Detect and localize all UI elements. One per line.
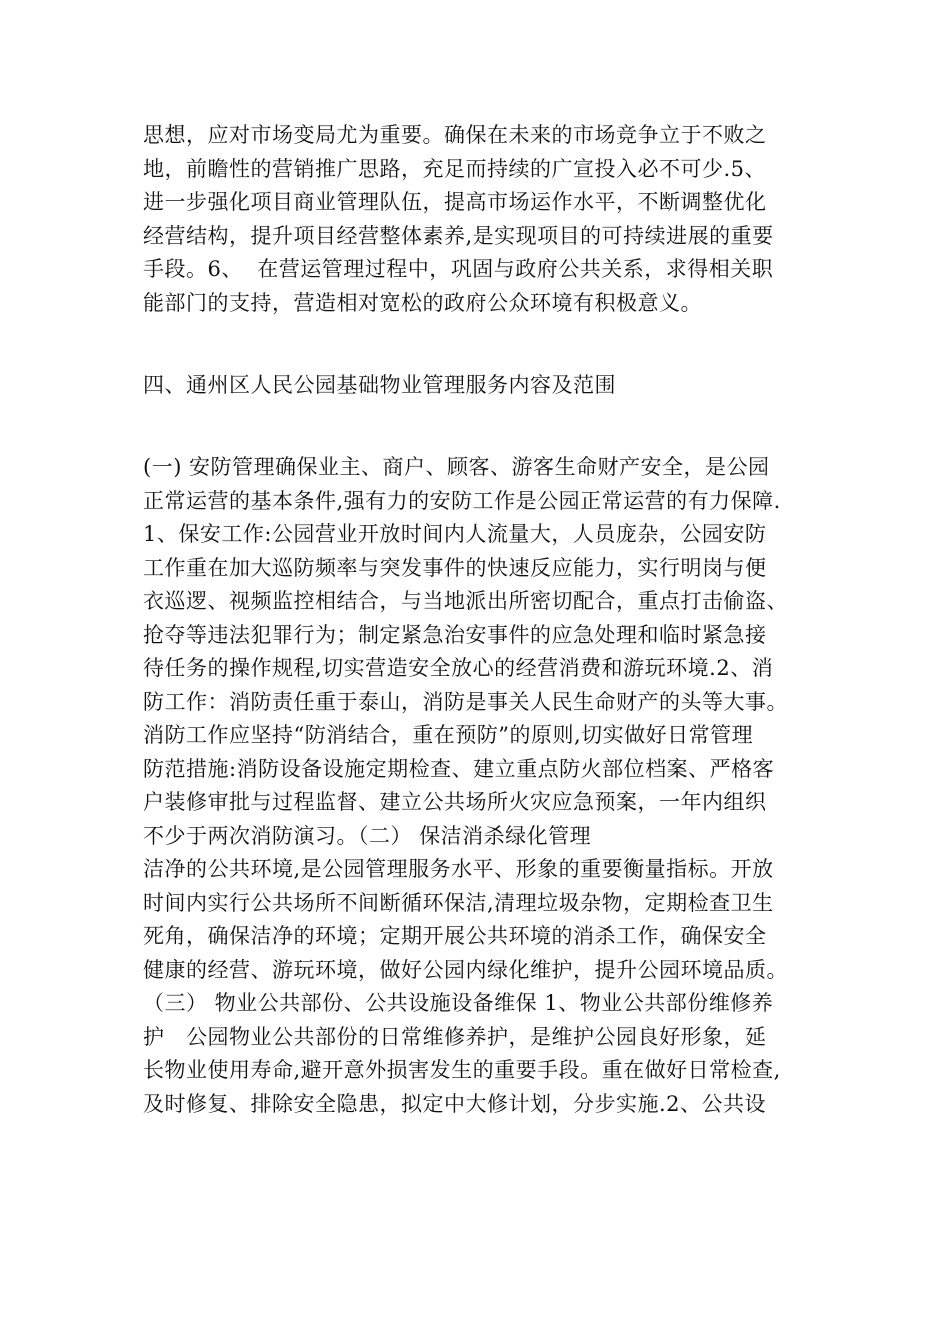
text-line: 及时修复、排除安全隐患，拟定中大修计划，分步实施.2、公共设: [143, 1092, 767, 1116]
section-heading: 四、通州区人民公园基础物业管理服务内容及范围: [143, 373, 616, 397]
text-line: 长物业使用寿命,避开意外损害发生的重要手段。重在做好日常检查,: [143, 1058, 781, 1082]
text-line: 健康的经营、游玩环境，做好公园内绿化维护，提升公园环境品质。: [143, 958, 788, 982]
text-line: 1、保安工作:公园营业开放时间内人流量大，人员庞杂，公园安防: [143, 522, 767, 546]
text-line: 进一步强化项目商业管理队伍，提高市场运作水平，不断调整优化: [143, 190, 767, 214]
text-line: 能部门的支持，营造相对宽松的政府公众环境有积极意义。: [143, 291, 702, 315]
text-line: 死角，确保洁净的环境；定期开展公共环境的消杀工作，确保安全: [143, 924, 767, 948]
text-line: 消防工作应坚持“防消结合，重在预防”的原则,切实做好日常管理: [143, 723, 754, 747]
text-line: 时间内实行公共场所不间断循环保洁,清理垃圾杂物，定期检查卫生: [143, 891, 774, 915]
text-line: 手段。6、 在营运管理过程中，巩固与政府公共关系，求得相关职: [143, 257, 774, 281]
text-line: 工作重在加大巡防频率与突发事件的快速反应能力，实行明岗与便: [143, 556, 767, 580]
text-line: 抢夺等违法犯罪行为；制定紧急治安事件的应急处理和临时紧急接: [143, 623, 767, 647]
text-line: (一) 安防管理确保业主、商户、顾客、游客生命财产安全，是公园: [143, 455, 770, 479]
text-line: 洁净的公共环境,是公园管理服务水平、形象的重要衡量指标。开放: [143, 857, 774, 881]
text-line: 不少于两次消防演习。（二） 保洁消杀绿化管理: [143, 824, 592, 848]
text-line: 经营结构，提升项目经营整体素养,是实现项目的可持续进展的重要: [143, 224, 774, 248]
text-line: 衣巡逻、视频监控相结合，与当地派出所密切配合，重点打击偷盗、: [143, 589, 788, 613]
text-line: 防工作：消防责任重于泰山，消防是事关人民生命财产的头等大事。: [143, 690, 788, 714]
text-line: 护 公园物业公共部份的日常维修养护，是维护公园良好形象，延: [143, 1025, 767, 1049]
text-line: 待任务的操作规程,切实营造安全放心的经营消费和游玩环境.2、消: [143, 656, 774, 680]
text-line: 思想，应对市场变局尤为重要。确保在未来的市场竞争立于不败之: [143, 123, 767, 147]
text-line: （三） 物业公共部份、公共设施设备维保 1、物业公共部份维修养: [143, 991, 774, 1015]
text-line: 防范措施:消防设备设施定期检查、建立重点防火部位档案、严格客: [143, 757, 775, 781]
text-line: 地，前瞻性的营销推广思路，充足而持续的广宣投入必不可少.5、: [143, 157, 767, 181]
text-line: 正常运营的基本条件,强有力的安防工作是公园正常运营的有力保障.: [143, 489, 781, 513]
text-line: 户装修审批与过程监督、建立公共场所火灾应急预案，一年内组织: [143, 790, 767, 814]
